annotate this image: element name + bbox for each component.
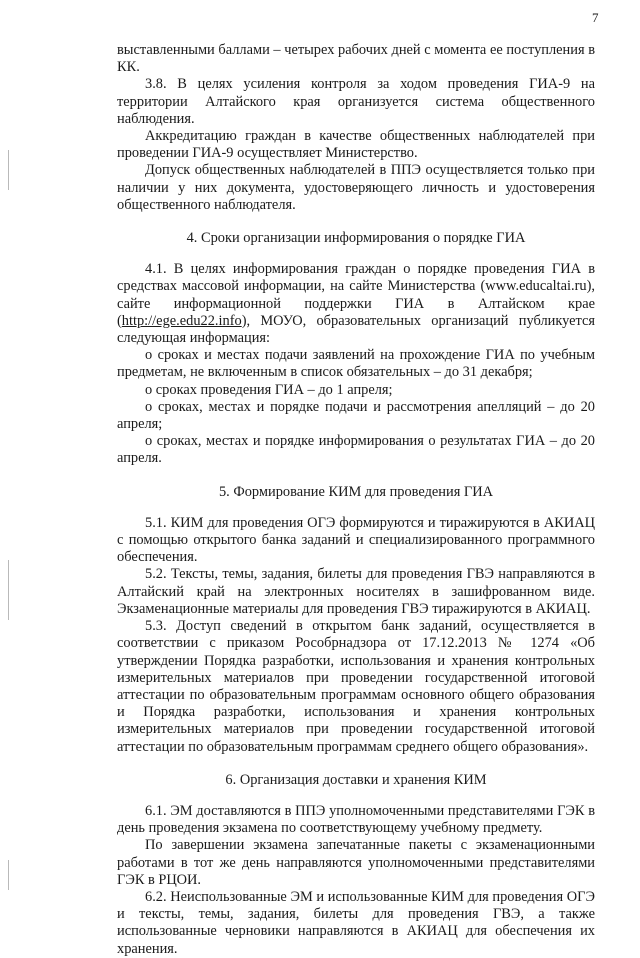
list-item-appeals: о сроках, местах и порядке подачи и рассмотрения апелляций – до 20 апреля; [117, 398, 595, 433]
page-number: 7 [592, 10, 599, 25]
list-item-applications: о сроках и местах подачи заявлений на прохождение ГИА по учебным предметам, не включенным в список обязательных – до 31 декабря; [117, 347, 595, 381]
paragraph-5-2: 5.2. Тексты, темы, задания, билеты для проведения ГВЭ направляются в Алтайский край на электронных носителях в зашифрованном виде. Экзаменационные материалы для проведения ГВЭ тиражируются в АКИАЦ. [117, 566, 595, 617]
paragraph-4-1-text: 4.1. В целях информирования граждан о порядке проведения ГИА в средствах массовой информации, на сайте Министерства (www.educaltai.ru), сайте информационной поддержки ГИА в Алтайском крае ( [117, 261, 595, 329]
paragraph-3-8: 3.8. В целях усиления контроля за ходом проведения ГИА-9 на территории Алтайского края организуется система общественного наблюдения. [117, 76, 595, 127]
list-item-results: о сроках, местах и порядке информирования о результатах ГИА – до 20 апреля. [117, 433, 595, 467]
list-item-exam-dates: о сроках проведения ГИА – до 1 апреля; [145, 381, 393, 398]
paragraph-5-1: 5.1. КИМ для проведения ОГЭ формируются и тиражируются в АКИАЦ с помощью открытого банка заданий и специализированного программного обеспечения. [117, 514, 595, 566]
section-heading-4: 4. Сроки организации информирования о порядке ГИА [186, 230, 526, 247]
document-body [117, 42, 595, 958]
paragraph-exam-completion: По завершении экзамена запечатанные пакеты с экзаменационными работами в тот же день направляются уполномоченными представителями ГЭК в РЦОИ. [117, 837, 595, 888]
paragraph-observer-admission: Допуск общественных наблюдателей в ППЭ осуществляется только при наличии у них документа, удостоверяющего личность и удостоверения общественного наблюдателя. [117, 162, 595, 213]
paragraph-accreditation: Аккредитацию граждан в качестве общественных наблюдателей при проведении ГИА-9 осуществляет Министерство. [117, 128, 595, 162]
section-heading-5: 5. Формирование КИМ для проведения ГИА [218, 483, 494, 500]
ege-info-link[interactable]: http://ege.edu22.info [121, 312, 242, 329]
paragraph-4-1-text-end: ), МОУО, образовательных организаций публикуется следующая информация: [117, 312, 595, 347]
section-heading-6: 6. Организация доставки и хранения КИМ [225, 771, 487, 788]
paragraph-6-1: 6.1. ЭМ доставляются в ППЭ уполномоченными представителями ГЭК в день проведения экзамена по соответствующему учебному предмету. [117, 802, 595, 837]
paragraph-4-1 [117, 261, 595, 347]
scan-margin-mark [8, 150, 9, 190]
paragraph-6-2: 6.2. Неиспользованные ЭМ и использованные КИМ для проведения ОГЭ и тексты, темы, задания, билеты для проведения ГВЭ, а также использованные черновики направляются в АКИАЦ для обеспечения их хранения. [117, 888, 595, 957]
scan-margin-mark [8, 560, 9, 620]
scan-margin-mark [8, 860, 9, 890]
paragraph-continuation: выставленными баллами – четырех рабочих дней с момента ее поступления в КК. [117, 42, 595, 76]
paragraph-5-3: 5.3. Доступ сведений в открытом банк заданий, осуществляется в соответствии с приказом Рособрнадзора от 17.12.2013 № 1274 «Об утверждении Порядка разработки, использования и хранения контрольных измерительных материалов при проведении государственной итоговой аттестации по образовательным программам основного общего образования и Порядка разработки, использования и хранения контрольных измерительных материалов при проведении государственной итоговой аттестации по образовательным программам среднего общего образования». [117, 618, 595, 755]
